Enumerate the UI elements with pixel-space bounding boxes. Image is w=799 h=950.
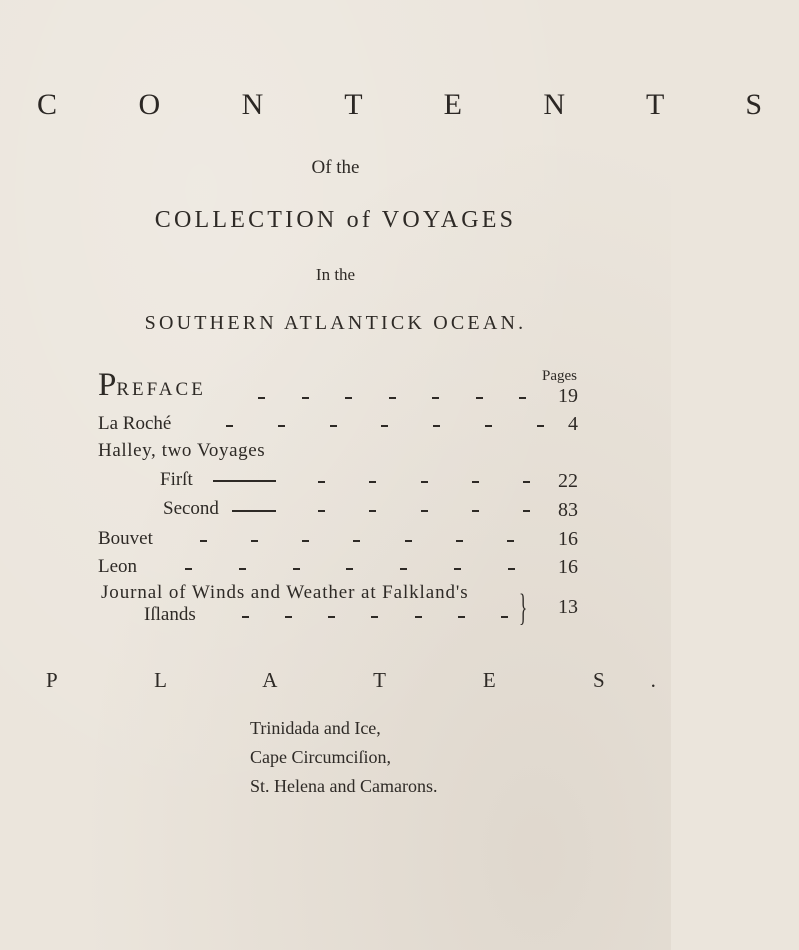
preface-rest: REFACE	[116, 379, 206, 400]
leader-dash	[369, 481, 376, 484]
leader-dashes	[318, 501, 530, 521]
toc-entry-first: Firſt	[160, 469, 193, 490]
preface-initial: P	[98, 367, 117, 403]
toc-entry-halley: Halley, two Voyages	[98, 440, 266, 461]
toc-entry-leon: Leon	[98, 556, 138, 577]
leader-dashes	[242, 607, 508, 627]
page-number: 19	[558, 385, 578, 407]
leader-dash	[369, 510, 376, 513]
grouping-brace: }	[519, 587, 528, 629]
leader-dashes	[185, 559, 515, 579]
leader-dash	[405, 540, 412, 543]
leader-dashes	[200, 531, 514, 551]
collection-heading: COLLECTION of VOYAGES	[154, 207, 517, 233]
leader-dash	[251, 540, 258, 543]
ocean-heading: SOUTHERN ATLANTICK OCEAN.	[144, 312, 527, 334]
leader-dash	[239, 568, 246, 571]
leader-rule	[213, 480, 276, 482]
leader-dash	[302, 540, 309, 543]
leader-dash	[302, 397, 309, 400]
page-number: 13	[558, 596, 578, 618]
leader-dash	[501, 616, 508, 619]
plate-item: Cape Circumciſion,	[250, 747, 391, 767]
leader-dash	[485, 425, 492, 428]
leader-dash	[432, 397, 439, 400]
leader-dash	[318, 481, 325, 484]
toc-entry-second: Second	[163, 498, 219, 519]
leader-dash	[415, 616, 422, 619]
leader-dash	[456, 540, 463, 543]
leader-dash	[472, 481, 479, 484]
leader-rule	[232, 510, 276, 512]
leader-dashes	[226, 416, 544, 436]
page-title: C O N T E N T S	[37, 88, 799, 121]
page-number: 22	[558, 470, 578, 492]
leader-dash	[381, 425, 388, 428]
leader-dash	[293, 568, 300, 571]
leader-dash	[200, 540, 207, 543]
toc-entry-la-roche: La Roché	[98, 413, 172, 434]
leader-dash	[472, 510, 479, 513]
leader-dash	[454, 568, 461, 571]
leader-dash	[508, 568, 515, 571]
page-number: 16	[558, 556, 578, 578]
leader-dashes	[318, 472, 530, 492]
leader-dash	[242, 616, 249, 619]
plate-item: St. Helena and Camarons.	[250, 776, 438, 796]
subtitle-of-the: Of the	[311, 157, 360, 178]
toc-entry-preface	[98, 367, 206, 404]
leader-dash	[185, 568, 192, 571]
leader-dash	[318, 510, 325, 513]
leader-dash	[346, 568, 353, 571]
leader-dash	[328, 616, 335, 619]
plate-item: Trinidada and Ice,	[250, 718, 381, 738]
leader-dash	[330, 425, 337, 428]
page-number: 4	[568, 413, 578, 435]
leader-dash	[371, 616, 378, 619]
leader-dash	[421, 481, 428, 484]
toc-entry-bouvet: Bouvet	[98, 528, 153, 549]
leader-dash	[476, 397, 483, 400]
leader-dash	[458, 616, 465, 619]
leader-dash	[507, 540, 514, 543]
leader-dash	[400, 568, 407, 571]
subtitle-in-the: In the	[315, 265, 356, 284]
toc-entry-journal: Journal of Winds and Weather at Falkland's	[101, 582, 469, 603]
leader-dash	[278, 425, 285, 428]
leader-dash	[353, 540, 360, 543]
leader-dash	[389, 397, 396, 400]
leader-dash	[433, 425, 440, 428]
leader-dash	[285, 616, 292, 619]
leader-dash	[421, 510, 428, 513]
leader-dashes	[258, 388, 526, 408]
toc-entry-islands: Iſlands	[144, 604, 196, 625]
plates-heading: P L A T E S.	[46, 668, 702, 692]
leader-dash	[226, 425, 233, 428]
leader-dash	[258, 397, 265, 400]
pages-column-label: Pages	[542, 368, 577, 384]
leader-dash	[345, 397, 352, 400]
page-number: 83	[558, 499, 578, 521]
page-number: 16	[558, 528, 578, 550]
